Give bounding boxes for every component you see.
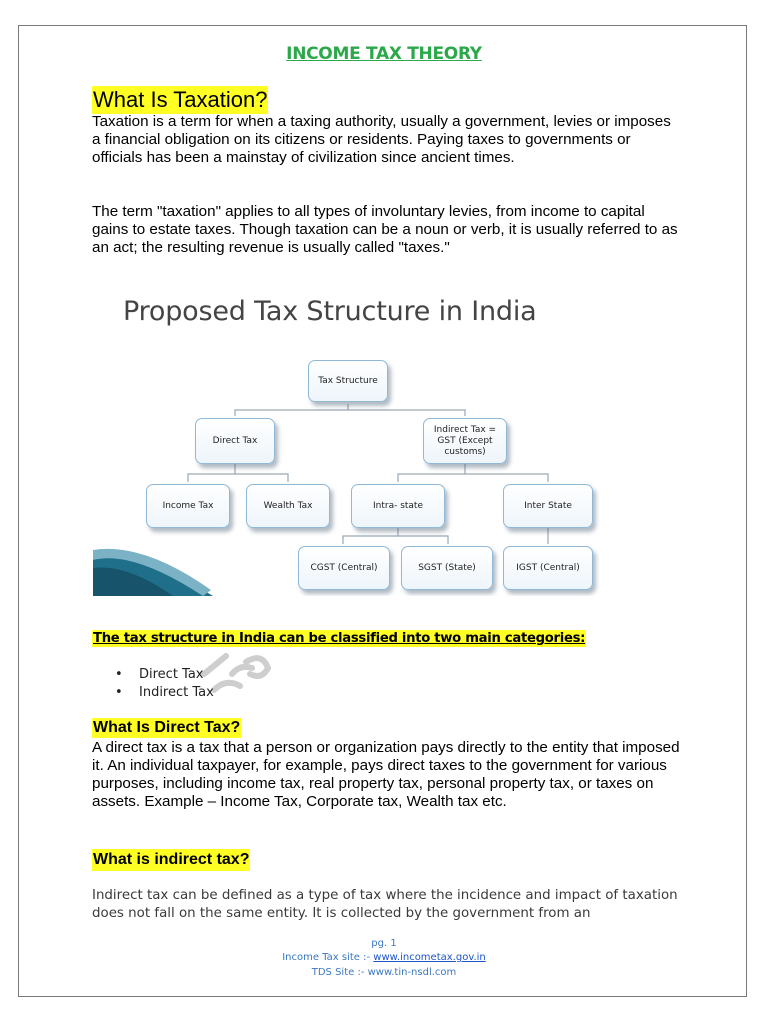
node-tax-structure: Tax Structure xyxy=(308,360,388,402)
list-item: • Indirect Tax xyxy=(115,685,214,700)
node-sgst: SGST (State) xyxy=(401,546,493,590)
corner-swoosh-graphic xyxy=(93,516,213,596)
tax-structure-diagram xyxy=(93,276,632,596)
income-tax-site-link[interactable]: www.incometax.gov.in xyxy=(373,952,486,963)
list-item: • Direct Tax xyxy=(115,667,204,682)
node-income-tax: Income Tax xyxy=(146,484,230,528)
indirect-tax-paragraph: Indirect tax can be defined as a type of tax where the incidence and impact of taxation does not fall on the same entity. It is collected by the government from an xyxy=(92,888,678,921)
footer-income-tax-label: Income Tax site :- xyxy=(282,952,374,963)
taxation-paragraph-1: Taxation is a term for when a taxing authority, usually a government, levies or imposes a financial obligation on its citizens or residents. Paying taxes to governments or officials has been a mainstay of civilization since ancient times. xyxy=(92,113,671,166)
node-cgst: CGST (Central) xyxy=(298,546,390,590)
list-item-label: Direct Tax xyxy=(139,667,204,682)
node-indirect-tax-gst: Indirect Tax = GST (Except customs) xyxy=(423,418,507,464)
footer-tds-site: TDS Site :- www.tin-nsdl.com xyxy=(311,967,457,978)
node-inter-state: Inter State xyxy=(503,484,593,528)
heading-what-is-direct-tax: What Is Direct Tax? xyxy=(93,719,241,736)
node-igst: IGST (Central) xyxy=(503,546,593,590)
list-item-label: Indirect Tax xyxy=(139,685,214,700)
node-direct-tax: Direct Tax xyxy=(195,418,275,464)
categories-heading: The tax structure in India can be classified into two main categories: xyxy=(93,631,586,646)
heading-what-is-taxation: What Is Taxation? xyxy=(93,87,268,112)
heading-what-is-indirect-tax: What is indirect tax? xyxy=(92,849,250,871)
taxation-paragraph-2: The term "taxation" applies to all types of involuntary levies, from income to capital gains to estate taxes. Though taxation can be a noun or verb, it is usually referred to as an act; the resulting revenue is usually called "taxes." xyxy=(92,203,678,256)
diagram-title: Proposed Tax Structure in India xyxy=(123,296,537,327)
footer-income-tax-site xyxy=(0,951,768,965)
node-intra-state: Intra- state xyxy=(351,484,445,528)
node-wealth-tax: Wealth Tax xyxy=(246,484,330,528)
footer-page-number: pg. 1 xyxy=(371,938,397,949)
document-title: INCOME TAX THEORY xyxy=(286,44,482,64)
direct-tax-paragraph: A direct tax is a tax that a person or organization pays directly to the entity that imposed it. An individual taxpayer, for example, pays direct taxes to the government for various purposes, including income tax, real property tax, personal property tax, or taxes on assets. Example – Income Tax, Corporate tax, Wealth tax etc. xyxy=(92,739,680,810)
categories-list xyxy=(115,666,214,702)
